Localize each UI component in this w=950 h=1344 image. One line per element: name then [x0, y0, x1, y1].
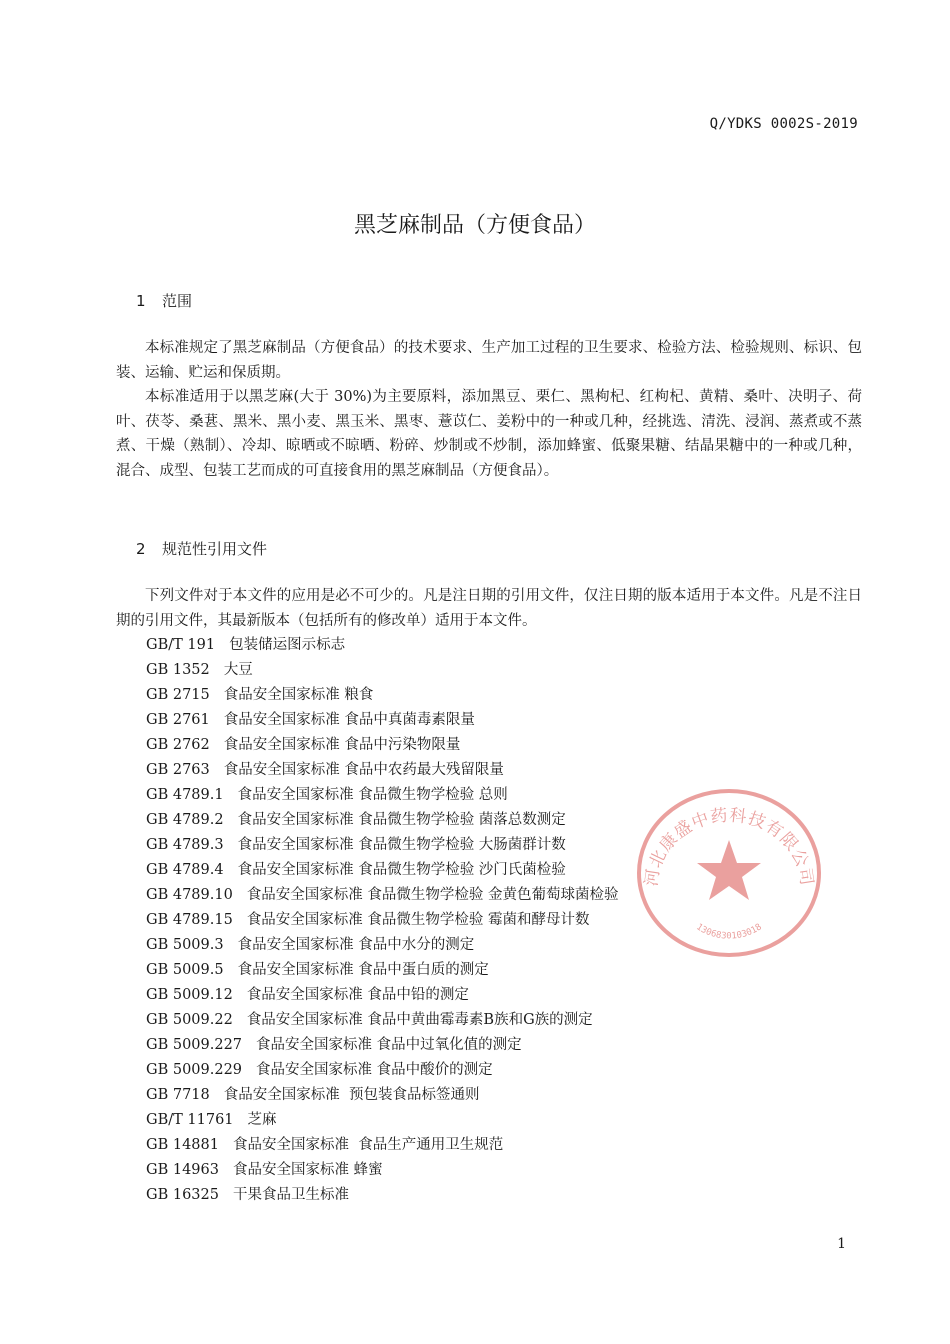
- svg-text:1306830103018: [694, 922, 764, 941]
- reference-title: 食品安全国家标准 食品微生物学检验 霉菌和酵母计数: [246, 912, 590, 928]
- reference-item: [146, 1058, 619, 1083]
- scope-paragraph-2: 本标准适用于以黑芝麻(大于 30%)为主要原料，添加黑豆、栗仁、黑枸杞、红枸杞、黄精、桑叶、决明子、荷叶、茯苓、桑葚、黑米、黑小麦、黑玉米、黑枣、薏苡仁、姜粉中的一种或几种，经挑选、清洗、浸润、蒸煮或不蒸煮、干燥（熟制）、冷却、晾晒或不晾晒、粉碎、炒制或不炒制，添加蜂蜜、低聚果糖、结晶果糖中的一种或几种，混合、成型、包装工艺而成的可直接食用的黑芝麻制品（方便食品）。: [116, 389, 862, 479]
- reference-title: 食品安全国家标准 食品中真菌毒素限量: [223, 712, 475, 728]
- reference-title: 食品安全国家标准 食品中农药最大残留限量: [223, 762, 504, 778]
- reference-title: 食品安全国家标准 食品微生物学检验 金黄色葡萄球菌检验: [246, 887, 619, 903]
- section-1-heading: [136, 290, 192, 311]
- reference-title: 食品安全国家标准 食品中过氧化值的测定: [256, 1037, 522, 1053]
- reference-item: [146, 833, 619, 858]
- reference-item: [146, 883, 619, 908]
- reference-code: GB 2715: [146, 687, 210, 703]
- reference-title: 食品安全国家标准 食品微生物学检验 总则: [237, 787, 508, 803]
- reference-code: GB 14963: [146, 1162, 219, 1178]
- reference-code: GB 14881: [146, 1137, 219, 1153]
- section-number: 1: [136, 292, 146, 310]
- reference-code: GB 5009.5: [146, 962, 224, 978]
- reference-code: GB 4789.4: [146, 862, 224, 878]
- reference-item: [146, 808, 619, 833]
- reference-title: 干果食品卫生标准: [232, 1187, 349, 1203]
- reference-code: GB 2762: [146, 737, 210, 753]
- reference-title: 食品安全国家标准 粮食: [223, 687, 374, 703]
- reference-code: GB 4789.2: [146, 812, 224, 828]
- reference-title: 食品安全国家标准 食品中污染物限量: [223, 737, 461, 753]
- reference-item: [146, 1183, 619, 1208]
- seal-number: 1306830103018: [694, 922, 764, 942]
- section-number: 2: [136, 540, 146, 558]
- reference-code: GB 4789.15: [146, 912, 233, 928]
- section-title: 范围: [162, 292, 193, 310]
- reference-title: 食品安全国家标准 食品中铅的测定: [246, 987, 469, 1003]
- reference-title: 食品安全国家标准 食品生产通用卫生规范: [232, 1137, 504, 1153]
- reference-code: GB 5009.22: [146, 1012, 233, 1028]
- reference-code: GB 16325: [146, 1187, 219, 1203]
- reference-item: [146, 683, 619, 708]
- reference-title: 食品安全国家标准 预包装食品标签通则: [223, 1087, 480, 1103]
- reference-item: [146, 958, 619, 983]
- section-2-heading: [136, 538, 267, 559]
- reference-code: GB 5009.3: [146, 937, 224, 953]
- reference-item: [146, 1033, 619, 1058]
- reference-title: 食品安全国家标准 食品中黄曲霉毒素B族和G族的测定: [246, 1012, 593, 1028]
- reference-title: 食品安全国家标准 蜂蜜: [232, 1162, 383, 1178]
- reference-list: [146, 633, 619, 1208]
- reference-code: GB 5009.227: [146, 1037, 243, 1053]
- document-title: 黑芝麻制品（方便食品）: [353, 213, 596, 238]
- reference-code: GB 4789.1: [146, 787, 224, 803]
- reference-title: 大豆: [223, 662, 253, 678]
- reference-title: 食品安全国家标准 食品微生物学检验 大肠菌群计数: [237, 837, 566, 853]
- reference-code: GB 2761: [146, 712, 210, 728]
- reference-title: 芝麻: [247, 1112, 277, 1128]
- reference-item: [146, 1133, 619, 1158]
- section-title: 规范性引用文件: [162, 540, 268, 558]
- reference-title: 包装储运图示标志: [229, 637, 346, 653]
- reference-item: [146, 708, 619, 733]
- reference-code: GB 4789.3: [146, 837, 224, 853]
- reference-item: [146, 983, 619, 1008]
- standard-code: Q/YDKS 0002S-2019: [709, 116, 858, 132]
- reference-code: GB 2763: [146, 762, 210, 778]
- reference-item: [146, 1158, 619, 1183]
- reference-code: GB 5009.12: [146, 987, 233, 1003]
- star-icon: [697, 840, 761, 900]
- reference-item: [146, 783, 619, 808]
- reference-item: [146, 1108, 619, 1133]
- reference-code: GB 4789.10: [146, 887, 233, 903]
- reference-item: [146, 733, 619, 758]
- reference-title: 食品安全国家标准 食品微生物学检验 沙门氏菌检验: [237, 862, 566, 878]
- reference-item: [146, 758, 619, 783]
- seal-text: 河北康盛中药科技有限公司: [641, 805, 817, 888]
- reference-code: GB/T 11761: [146, 1112, 234, 1128]
- reference-item: [146, 1008, 619, 1033]
- page-number: 1: [837, 1236, 846, 1252]
- reference-item: [146, 933, 619, 958]
- reference-code: GB 5009.229: [146, 1062, 243, 1078]
- reference-item: [146, 908, 619, 933]
- references-intro: 下列文件对于本文件的应用是必不可少的。凡是注日期的引用文件，仅注日期的版本适用于本文件。凡是不注日期的引用文件，其最新版本（包括所有的修改单）适用于本文件。: [116, 588, 862, 629]
- reference-code: GB/T 191: [146, 637, 216, 653]
- reference-title: 食品安全国家标准 食品中水分的测定: [237, 937, 475, 953]
- reference-title: 食品安全国家标准 食品微生物学检验 菌落总数测定: [237, 812, 566, 828]
- reference-item: [146, 658, 619, 683]
- reference-title: 食品安全国家标准 食品中蛋白质的测定: [237, 962, 489, 978]
- reference-title: 食品安全国家标准 食品中酸价的测定: [256, 1062, 493, 1078]
- reference-code: GB 7718: [146, 1087, 210, 1103]
- company-seal: [618, 778, 838, 968]
- reference-item: [146, 1083, 619, 1108]
- scope-paragraph-1: 本标准规定了黑芝麻制品（方便食品）的技术要求、生产加工过程的卫生要求、检验方法、检验规则、标识、包装、运输、贮运和保质期。: [116, 340, 862, 381]
- reference-item: [146, 633, 619, 658]
- reference-item: [146, 858, 619, 883]
- reference-code: GB 1352: [146, 662, 210, 678]
